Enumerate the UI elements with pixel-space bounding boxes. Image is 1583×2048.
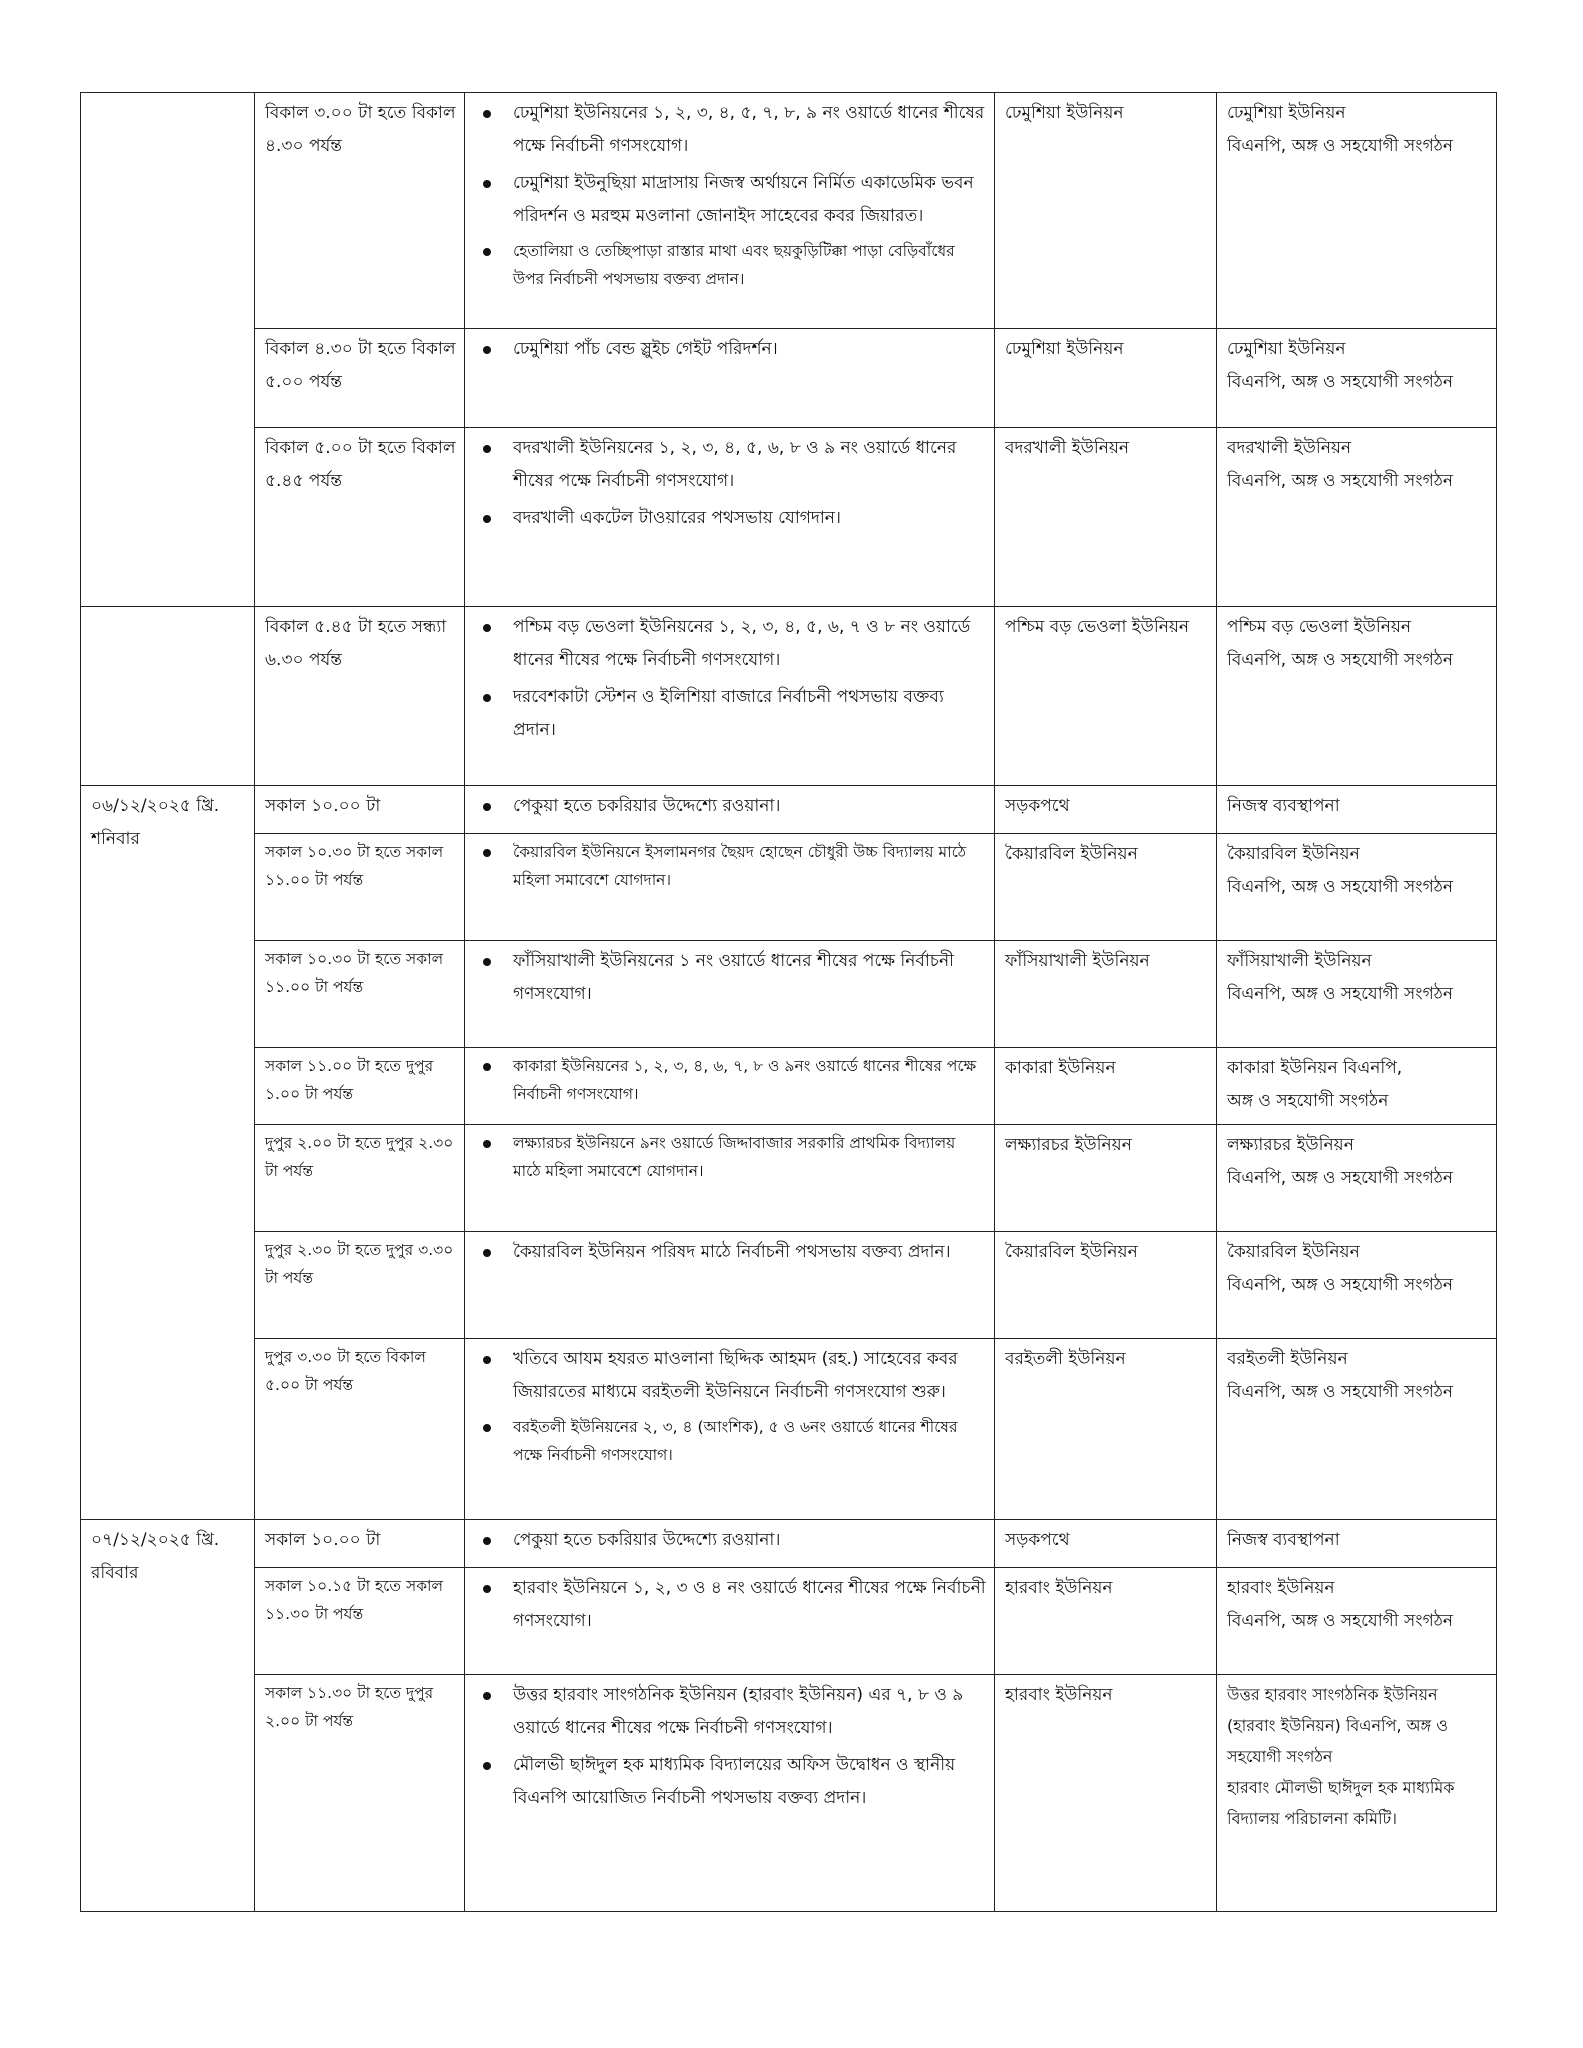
- program-item: কাকারা ইউনিয়নের ১, ২, ৩, ৪, ৬, ৭, ৮ ও ৯নং ওয়ার্ডে ধানের শীষের পক্ষে নির্বাচনী গণসংযোগ।: [513, 1052, 986, 1108]
- date-cell: ০৭/১২/২০২৫ খ্রি. রবিবার: [81, 1520, 255, 1912]
- time-cell: দুপুর ৩.৩০ টা হতে বিকাল ৫.০০ টা পর্যন্ত: [255, 1339, 465, 1520]
- place-cell: কৈয়ারবিল ইউনিয়ন: [995, 834, 1217, 941]
- place-cell: বদরখালী ইউনিয়ন: [995, 428, 1217, 607]
- schedule-row: [81, 1520, 1497, 1568]
- organizer-cell: উত্তর হারবাং সাংগঠনিক ইউনিয়ন (হারবাং ইউনিয়ন) বিএনপি, অঙ্গ ও সহযোগী সংগঠন হারবাং মৌলভী ছাঈদুল হক মাধ্যমিক বিদ্যালয় পরিচালনা কমিটি।: [1217, 1675, 1497, 1912]
- program-cell: [465, 1568, 995, 1675]
- schedule-row: [81, 93, 1497, 329]
- bullet-icon: [483, 1249, 491, 1257]
- program-cell: [465, 1048, 995, 1125]
- program-item: হেতালিয়া ও তেচ্ছিপাড়া রাস্তার মাথা এবং ছয়কুড়িটিক্কা পাড়া বেড়িবাঁধের উপর নির্বাচনী পথসভায় বক্তব্য প্রদান।: [513, 237, 986, 293]
- program-cell: [465, 329, 995, 428]
- bullet-icon: [483, 694, 491, 702]
- schedule-row: [81, 786, 1497, 834]
- program-cell: [465, 1339, 995, 1520]
- time-cell: সকাল ১১.০০ টা হতে দুপুর ১.০০ টা পর্যন্ত: [255, 1048, 465, 1125]
- program-cell: [465, 786, 995, 834]
- schedule-row: [81, 1125, 1497, 1232]
- program-item: ঢেমুশিয়া পাঁচ বেন্ড স্লুইচ গেইট পরিদর্শন।: [513, 333, 986, 366]
- schedule-row: [81, 607, 1497, 786]
- program-item: ফাঁসিয়াখালী ইউনিয়নের ১ নং ওয়ার্ডে ধানের শীষের পক্ষে নির্বাচনী গণসংযোগ।: [513, 945, 986, 1011]
- place-cell: সড়কপথে: [995, 786, 1217, 834]
- place-cell: পশ্চিম বড় ভেওলা ইউনিয়ন: [995, 607, 1217, 786]
- bullet-icon: [483, 346, 491, 354]
- bullet-icon: [483, 1424, 491, 1432]
- program-item: লক্ষ্যারচর ইউনিয়নে ৯নং ওয়ার্ডে জিদ্দাবাজার সরকারি প্রাথমিক বিদ্যালয় মাঠে মহিলা সমাবেশে যোগদান।: [513, 1129, 986, 1185]
- time-cell: সকাল ১০.০০ টা: [255, 1520, 465, 1568]
- program-cell: [465, 834, 995, 941]
- schedule-row: [81, 941, 1497, 1048]
- program-item: দরবেশকাটা স্টেশন ও ইলিশিয়া বাজারে নির্বাচনী পথসভায় বক্তব্য প্রদান।: [513, 681, 986, 747]
- organizer-cell: কৈয়ারবিল ইউনিয়ন বিএনপি, অঙ্গ ও সহযোগী সংগঠন: [1217, 834, 1497, 941]
- time-cell: সকাল ১০.০০ টা: [255, 786, 465, 834]
- program-item: উত্তর হারবাং সাংগঠনিক ইউনিয়ন (হারবাং ইউনিয়ন) এর ৭, ৮ ও ৯ ওয়ার্ডে ধানের শীষের পক্ষে নির্বাচনী গণসংযোগ।: [513, 1679, 986, 1745]
- program-cell: [465, 1125, 995, 1232]
- place-cell: ঢেমুশিয়া ইউনিয়ন: [995, 93, 1217, 329]
- bullet-icon: [483, 1585, 491, 1593]
- time-cell: বিকাল ৫.৪৫ টা হতে সন্ধ্যা ৬.৩০ পর্যন্ত: [255, 607, 465, 786]
- bullet-icon: [483, 624, 491, 632]
- program-item: পেকুয়া হতে চকরিয়ার উদ্দেশ্যে রওয়ানা।: [513, 1524, 986, 1557]
- time-cell: বিকাল ৫.০০ টা হতে বিকাল ৫.৪৫ পর্যন্ত: [255, 428, 465, 607]
- program-cell: [465, 1520, 995, 1568]
- bullet-icon: [483, 1537, 491, 1545]
- schedule-row: [81, 428, 1497, 607]
- place-cell: হারবাং ইউনিয়ন: [995, 1568, 1217, 1675]
- schedule-table: [80, 92, 1497, 1912]
- bullet-icon: [483, 849, 491, 857]
- bullet-icon: [483, 445, 491, 453]
- program-item: পশ্চিম বড় ভেওলা ইউনিয়নের ১, ২, ৩, ৪, ৫, ৬, ৭ ও ৮ নং ওয়ার্ডে ধানের শীষের পক্ষে নির্বাচনী গণসংযোগ।: [513, 611, 986, 677]
- place-cell: হারবাং ইউনিয়ন: [995, 1675, 1217, 1912]
- organizer-cell: হারবাং ইউনিয়ন বিএনপি, অঙ্গ ও সহযোগী সংগঠন: [1217, 1568, 1497, 1675]
- bullet-icon: [483, 1762, 491, 1770]
- time-cell: দুপুর ২.০০ টা হতে দুপুর ২.৩০ টা পর্যন্ত: [255, 1125, 465, 1232]
- program-cell: [465, 1232, 995, 1339]
- organizer-cell: কৈয়ারবিল ইউনিয়ন বিএনপি, অঙ্গ ও সহযোগী সংগঠন: [1217, 1232, 1497, 1339]
- place-cell: বরইতলী ইউনিয়ন: [995, 1339, 1217, 1520]
- program-item: বদরখালী একটেল টাওয়ারের পথসভায় যোগদান।: [513, 502, 986, 535]
- place-cell: কাকারা ইউনিয়ন: [995, 1048, 1217, 1125]
- time-cell: সকাল ১০.৩০ টা হতে সকাল ১১.০০ টা পর্যন্ত: [255, 941, 465, 1048]
- schedule-row: [81, 834, 1497, 941]
- organizer-cell: ঢেমুশিয়া ইউনিয়ন বিএনপি, অঙ্গ ও সহযোগী সংগঠন: [1217, 329, 1497, 428]
- organizer-cell: কাকারা ইউনিয়ন বিএনপি, অঙ্গ ও সহযোগী সংগঠন: [1217, 1048, 1497, 1125]
- schedule-row: [81, 1568, 1497, 1675]
- schedule-row: [81, 1048, 1497, 1125]
- organizer-cell: বরইতলী ইউনিয়ন বিএনপি, অঙ্গ ও সহযোগী সংগঠন: [1217, 1339, 1497, 1520]
- place-cell: ফাঁসিয়াখালী ইউনিয়ন: [995, 941, 1217, 1048]
- time-cell: দুপুর ২.৩০ টা হতে দুপুর ৩.৩০ টা পর্যন্ত: [255, 1232, 465, 1339]
- bullet-icon: [483, 248, 491, 256]
- bullet-icon: [483, 110, 491, 118]
- program-item: কৈয়ারবিল ইউনিয়নে ইসলামনগর ছৈয়দ হোছেন চৌধুরী উচ্চ বিদ্যালয় মাঠে মহিলা সমাবেশে যোগদান।: [513, 838, 986, 894]
- place-cell: কৈয়ারবিল ইউনিয়ন: [995, 1232, 1217, 1339]
- schedule-row: [81, 1232, 1497, 1339]
- time-cell: সকাল ১০.৩০ টা হতে সকাল ১১.০০ টা পর্যন্ত: [255, 834, 465, 941]
- bullet-icon: [483, 803, 491, 811]
- schedule-row: [81, 329, 1497, 428]
- program-cell: [465, 607, 995, 786]
- bullet-icon: [483, 1140, 491, 1148]
- program-cell: [465, 1675, 995, 1912]
- bullet-icon: [483, 1063, 491, 1071]
- bullet-icon: [483, 180, 491, 188]
- organizer-cell: ঢেমুশিয়া ইউনিয়ন বিএনপি, অঙ্গ ও সহযোগী সংগঠন: [1217, 93, 1497, 329]
- date-cell: [81, 93, 255, 607]
- program-item: বদরখালী ইউনিয়নের ১, ২, ৩, ৪, ৫, ৬, ৮ ও ৯ নং ওয়ার্ডে ধানের শীষের পক্ষে নির্বাচনী গণসংযোগ।: [513, 432, 986, 498]
- program-item: মৌলভী ছাঈদুল হক মাধ্যমিক বিদ্যালয়ের অফিস উদ্বোধন ও স্থানীয় বিএনপি আয়োজিত নির্বাচনী পথসভায় বক্তব্য প্রদান।: [513, 1749, 986, 1815]
- organizer-cell: নিজস্ব ব্যবস্থাপনা: [1217, 786, 1497, 834]
- bullet-icon: [483, 1692, 491, 1700]
- program-item: বরইতলী ইউনিয়নের ২, ৩, ৪ (আংশিক), ৫ ও ৬নং ওয়ার্ডে ধানের শীষের পক্ষে নির্বাচনী গণসংযোগ।: [513, 1413, 986, 1469]
- organizer-cell: লক্ষ্যারচর ইউনিয়ন বিএনপি, অঙ্গ ও সহযোগী সংগঠন: [1217, 1125, 1497, 1232]
- program-item: ঢেমুশিয়া ইউনুছিয়া মাদ্রাসায় নিজস্ব অর্থায়নে নির্মিত একাডেমিক ভবন পরিদর্শন ও মরহুম মওলানা জোনাইদ সাহেবের কবর জিয়ারত।: [513, 167, 986, 233]
- bullet-icon: [483, 515, 491, 523]
- schedule-row: [81, 1339, 1497, 1520]
- time-cell: বিকাল ৪.৩০ টা হতে বিকাল ৫.০০ পর্যন্ত: [255, 329, 465, 428]
- program-item: পেকুয়া হতে চকরিয়ার উদ্দেশ্যে রওয়ানা।: [513, 790, 986, 823]
- time-cell: সকাল ১০.১৫ টা হতে সকাল ১১.৩০ টা পর্যন্ত: [255, 1568, 465, 1675]
- program-cell: [465, 428, 995, 607]
- organizer-cell: পশ্চিম বড় ভেওলা ইউনিয়ন বিএনপি, অঙ্গ ও সহযোগী সংগঠন: [1217, 607, 1497, 786]
- program-item: খতিবে আযম হযরত মাওলানা ছিদ্দিক আহমদ (রহ.) সাহেবের কবর জিয়ারতের মাধ্যমে বরইতলী ইউনিয়নে নির্বাচনী গণসংযোগ শুরু।: [513, 1343, 986, 1409]
- organizer-cell: বদরখালী ইউনিয়ন বিএনপি, অঙ্গ ও সহযোগী সংগঠন: [1217, 428, 1497, 607]
- time-cell: বিকাল ৩.০০ টা হতে বিকাল ৪.৩০ পর্যন্ত: [255, 93, 465, 329]
- time-cell: সকাল ১১.৩০ টা হতে দুপুর ২.০০ টা পর্যন্ত: [255, 1675, 465, 1912]
- program-cell: [465, 93, 995, 329]
- program-item: ঢেমুশিয়া ইউনিয়নের ১, ২, ৩, ৪, ৫, ৭, ৮, ৯ নং ওয়ার্ডে ধানের শীষের পক্ষে নির্বাচনী গণসংযোগ।: [513, 97, 986, 163]
- place-cell: সড়কপথে: [995, 1520, 1217, 1568]
- program-item: কৈয়ারবিল ইউনিয়ন পরিষদ মাঠে নির্বাচনী পথসভায় বক্তব্য প্রদান।: [513, 1236, 986, 1269]
- program-item: হারবাং ইউনিয়নে ১, ২, ৩ ও ৪ নং ওয়ার্ডে ধানের শীষের পক্ষে নির্বাচনী গণসংযোগ।: [513, 1572, 986, 1638]
- program-cell: [465, 941, 995, 1048]
- place-cell: ঢেমুশিয়া ইউনিয়ন: [995, 329, 1217, 428]
- bullet-icon: [483, 958, 491, 966]
- place-cell: লক্ষ্যারচর ইউনিয়ন: [995, 1125, 1217, 1232]
- date-cell: ০৬/১২/২০২৫ খ্রি. শনিবার: [81, 786, 255, 1520]
- bullet-icon: [483, 1356, 491, 1364]
- schedule-row: [81, 1675, 1497, 1912]
- organizer-cell: ফাঁসিয়াখালী ইউনিয়ন বিএনপি, অঙ্গ ও সহযোগী সংগঠন: [1217, 941, 1497, 1048]
- date-cell: [81, 607, 255, 786]
- organizer-cell: নিজস্ব ব্যবস্থাপনা: [1217, 1520, 1497, 1568]
